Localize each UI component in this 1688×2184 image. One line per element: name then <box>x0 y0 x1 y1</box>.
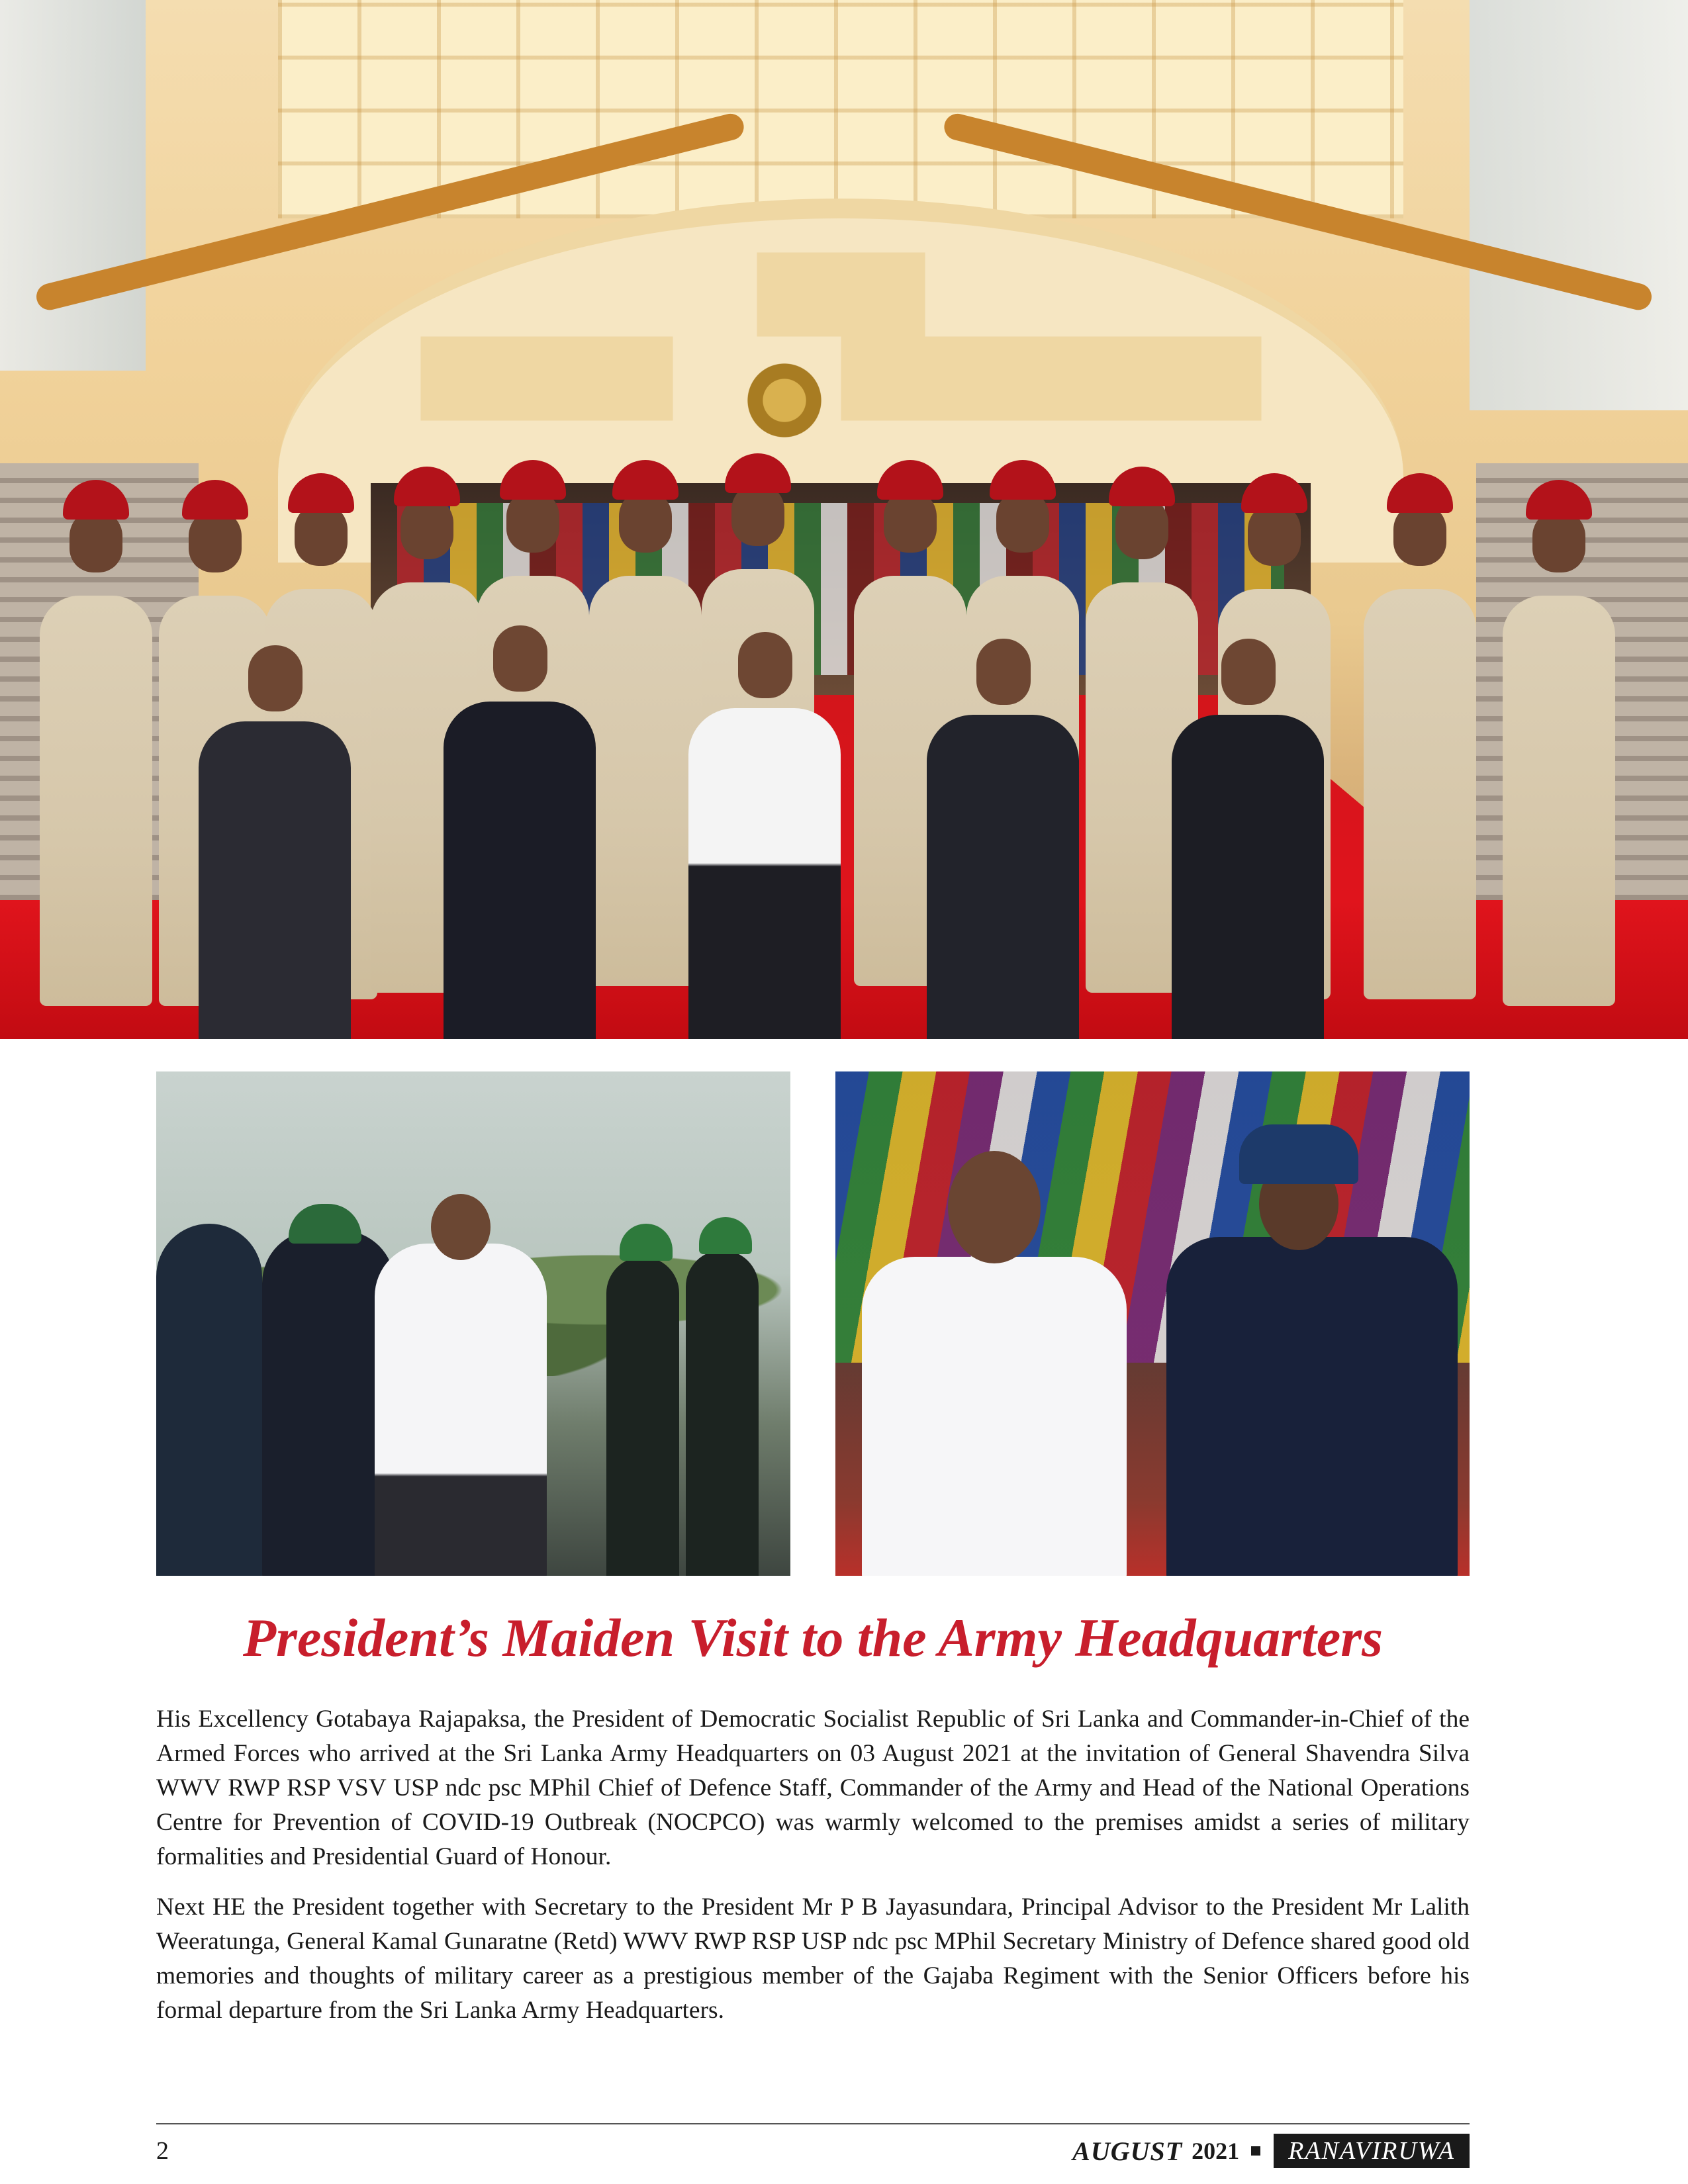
footer-month: AUGUST <box>1072 2136 1183 2166</box>
group-of-officers <box>0 0 1688 1039</box>
standing-officer <box>589 576 702 986</box>
standing-officer <box>1364 589 1476 999</box>
seated-official <box>199 721 351 1039</box>
guard-soldier-figure <box>606 1257 679 1576</box>
president-walking-photo <box>835 1071 1470 1576</box>
guard-of-honour-photo <box>156 1071 790 1576</box>
footer-divider <box>156 2123 1470 2124</box>
president-head <box>431 1194 491 1260</box>
standing-officer <box>1503 596 1615 1006</box>
army-commander-cap <box>1239 1124 1358 1184</box>
footer-masthead <box>1072 2134 1470 2168</box>
magazine-name: RANAVIRUWA <box>1274 2134 1470 2168</box>
president-figure <box>375 1244 547 1576</box>
footer-separator-square <box>1251 2146 1260 2156</box>
seated-official <box>1172 715 1324 1039</box>
seated-official <box>927 715 1079 1039</box>
article-paragraph: Next HE the President together with Secretary to the President Mr P B Jayasundara, Principal Advisor to the President Mr Lalith Weeratunga, General Kamal Gunaratne (Retd) WWV RWP RSP USP ndc psc MPhil Secretary Ministry of Defence shared good old memories and thoughts of military career as a prestigious member of the Gajaba Regiment with the Senior Officers before his formal departure from the Sri Lanka Army Headquarters. <box>156 1893 1470 2024</box>
standing-officer <box>40 596 152 1006</box>
guard-soldier-figure <box>686 1250 759 1576</box>
article-paragraph: His Excellency Gotabaya Rajapaksa, the President of Democratic Socialist Republic of Sri Lanka and Commander-in-Chief of the Armed Forces who arrived at the Sri Lanka Army Headquarters on 03 August 2021 at the invitation of General Shavendra Silva WWV RWP RSP VSV USP ndc psc MPhil Chief of Defence Staff, Commander of the Army and Head of the National Operations Centre for Prevention of COVID-19 Outbreak (NOCPCO) was warmly welcomed to the premises amidst a series of military formalities and Presidential Guard of Honour. <box>156 1706 1470 1870</box>
footer-year: 2021 <box>1192 2138 1240 2164</box>
president-figure <box>862 1257 1127 1576</box>
hero-group-photo <box>0 0 1688 1039</box>
seated-army-commander <box>444 702 596 1039</box>
article-body <box>156 1702 1470 2044</box>
soldier-figure <box>156 1224 262 1576</box>
seated-president <box>688 708 841 1039</box>
army-commander-figure <box>1166 1237 1458 1576</box>
article-title: President’s Maiden Visit to the Army Headquarters <box>242 1608 1383 1668</box>
page-number: 2 <box>156 2137 169 2165</box>
president-head <box>948 1151 1041 1263</box>
